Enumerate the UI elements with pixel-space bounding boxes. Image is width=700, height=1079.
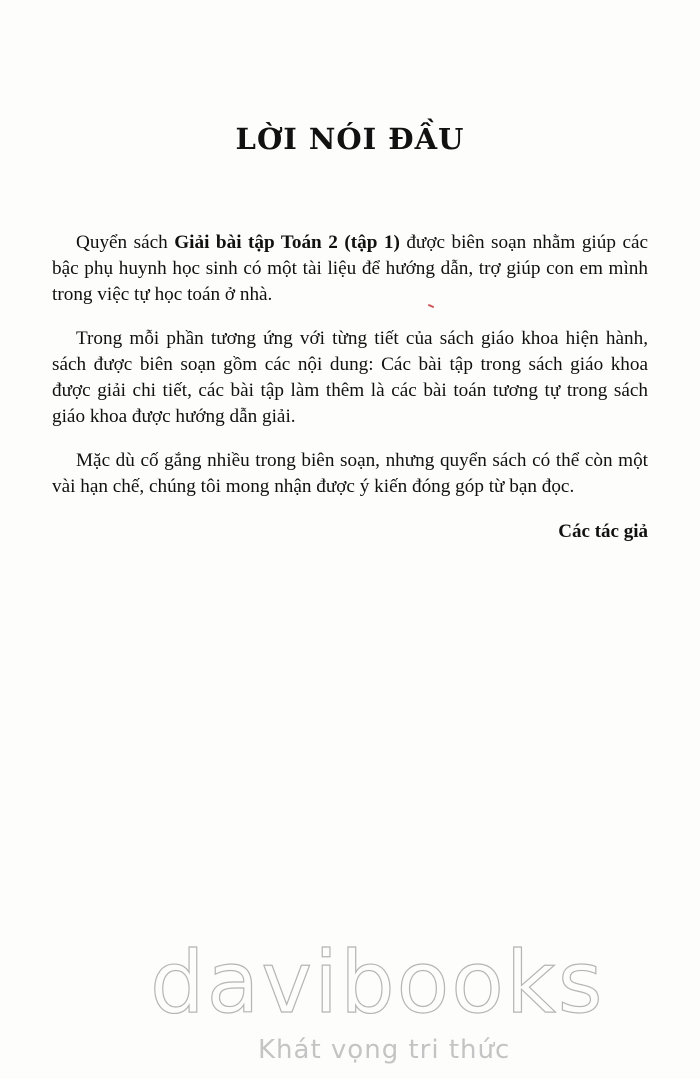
page-title: LỜI NÓI ĐẦU: [235, 122, 465, 156]
paragraph-1-before: Quyển sách: [76, 232, 175, 253]
preface-body: [52, 230, 648, 518]
watermark-brand: davibooks: [150, 933, 605, 1033]
paragraph-1: [52, 230, 648, 308]
paragraph-1-after: được biên soạn nhằm giúp các bậc phụ huynh học sinh có một tài liệu để hướng dẫn, trợ giúp con em mình trong việc tự học toán ở nhà.: [52, 232, 648, 305]
paragraph-3: Mặc dù cố gắng nhiều trong biên soạn, nhưng quyển sách có thể còn một vài hạn chế, chúng tôi mong nhận được ý kiến đóng góp từ bạn đọc.: [52, 450, 648, 497]
watermark-tagline: Khát vọng tri thức: [258, 1035, 511, 1065]
paragraph-2: Trong mỗi phần tương ứng với từng tiết của sách giáo khoa hiện hành, sách được biên soạn gồm các nội dung: Các bài tập trong sách giáo khoa được giải chi tiết, các bài tập làm thêm là các bài toán tương tự trong sách giáo khoa được hướng dẫn giải.: [52, 328, 648, 427]
watermark: [0, 933, 700, 1070]
book-title-bold: Giải bài tập Toán 2 (tập 1): [174, 232, 400, 253]
signature: Các tác giả: [558, 521, 648, 542]
